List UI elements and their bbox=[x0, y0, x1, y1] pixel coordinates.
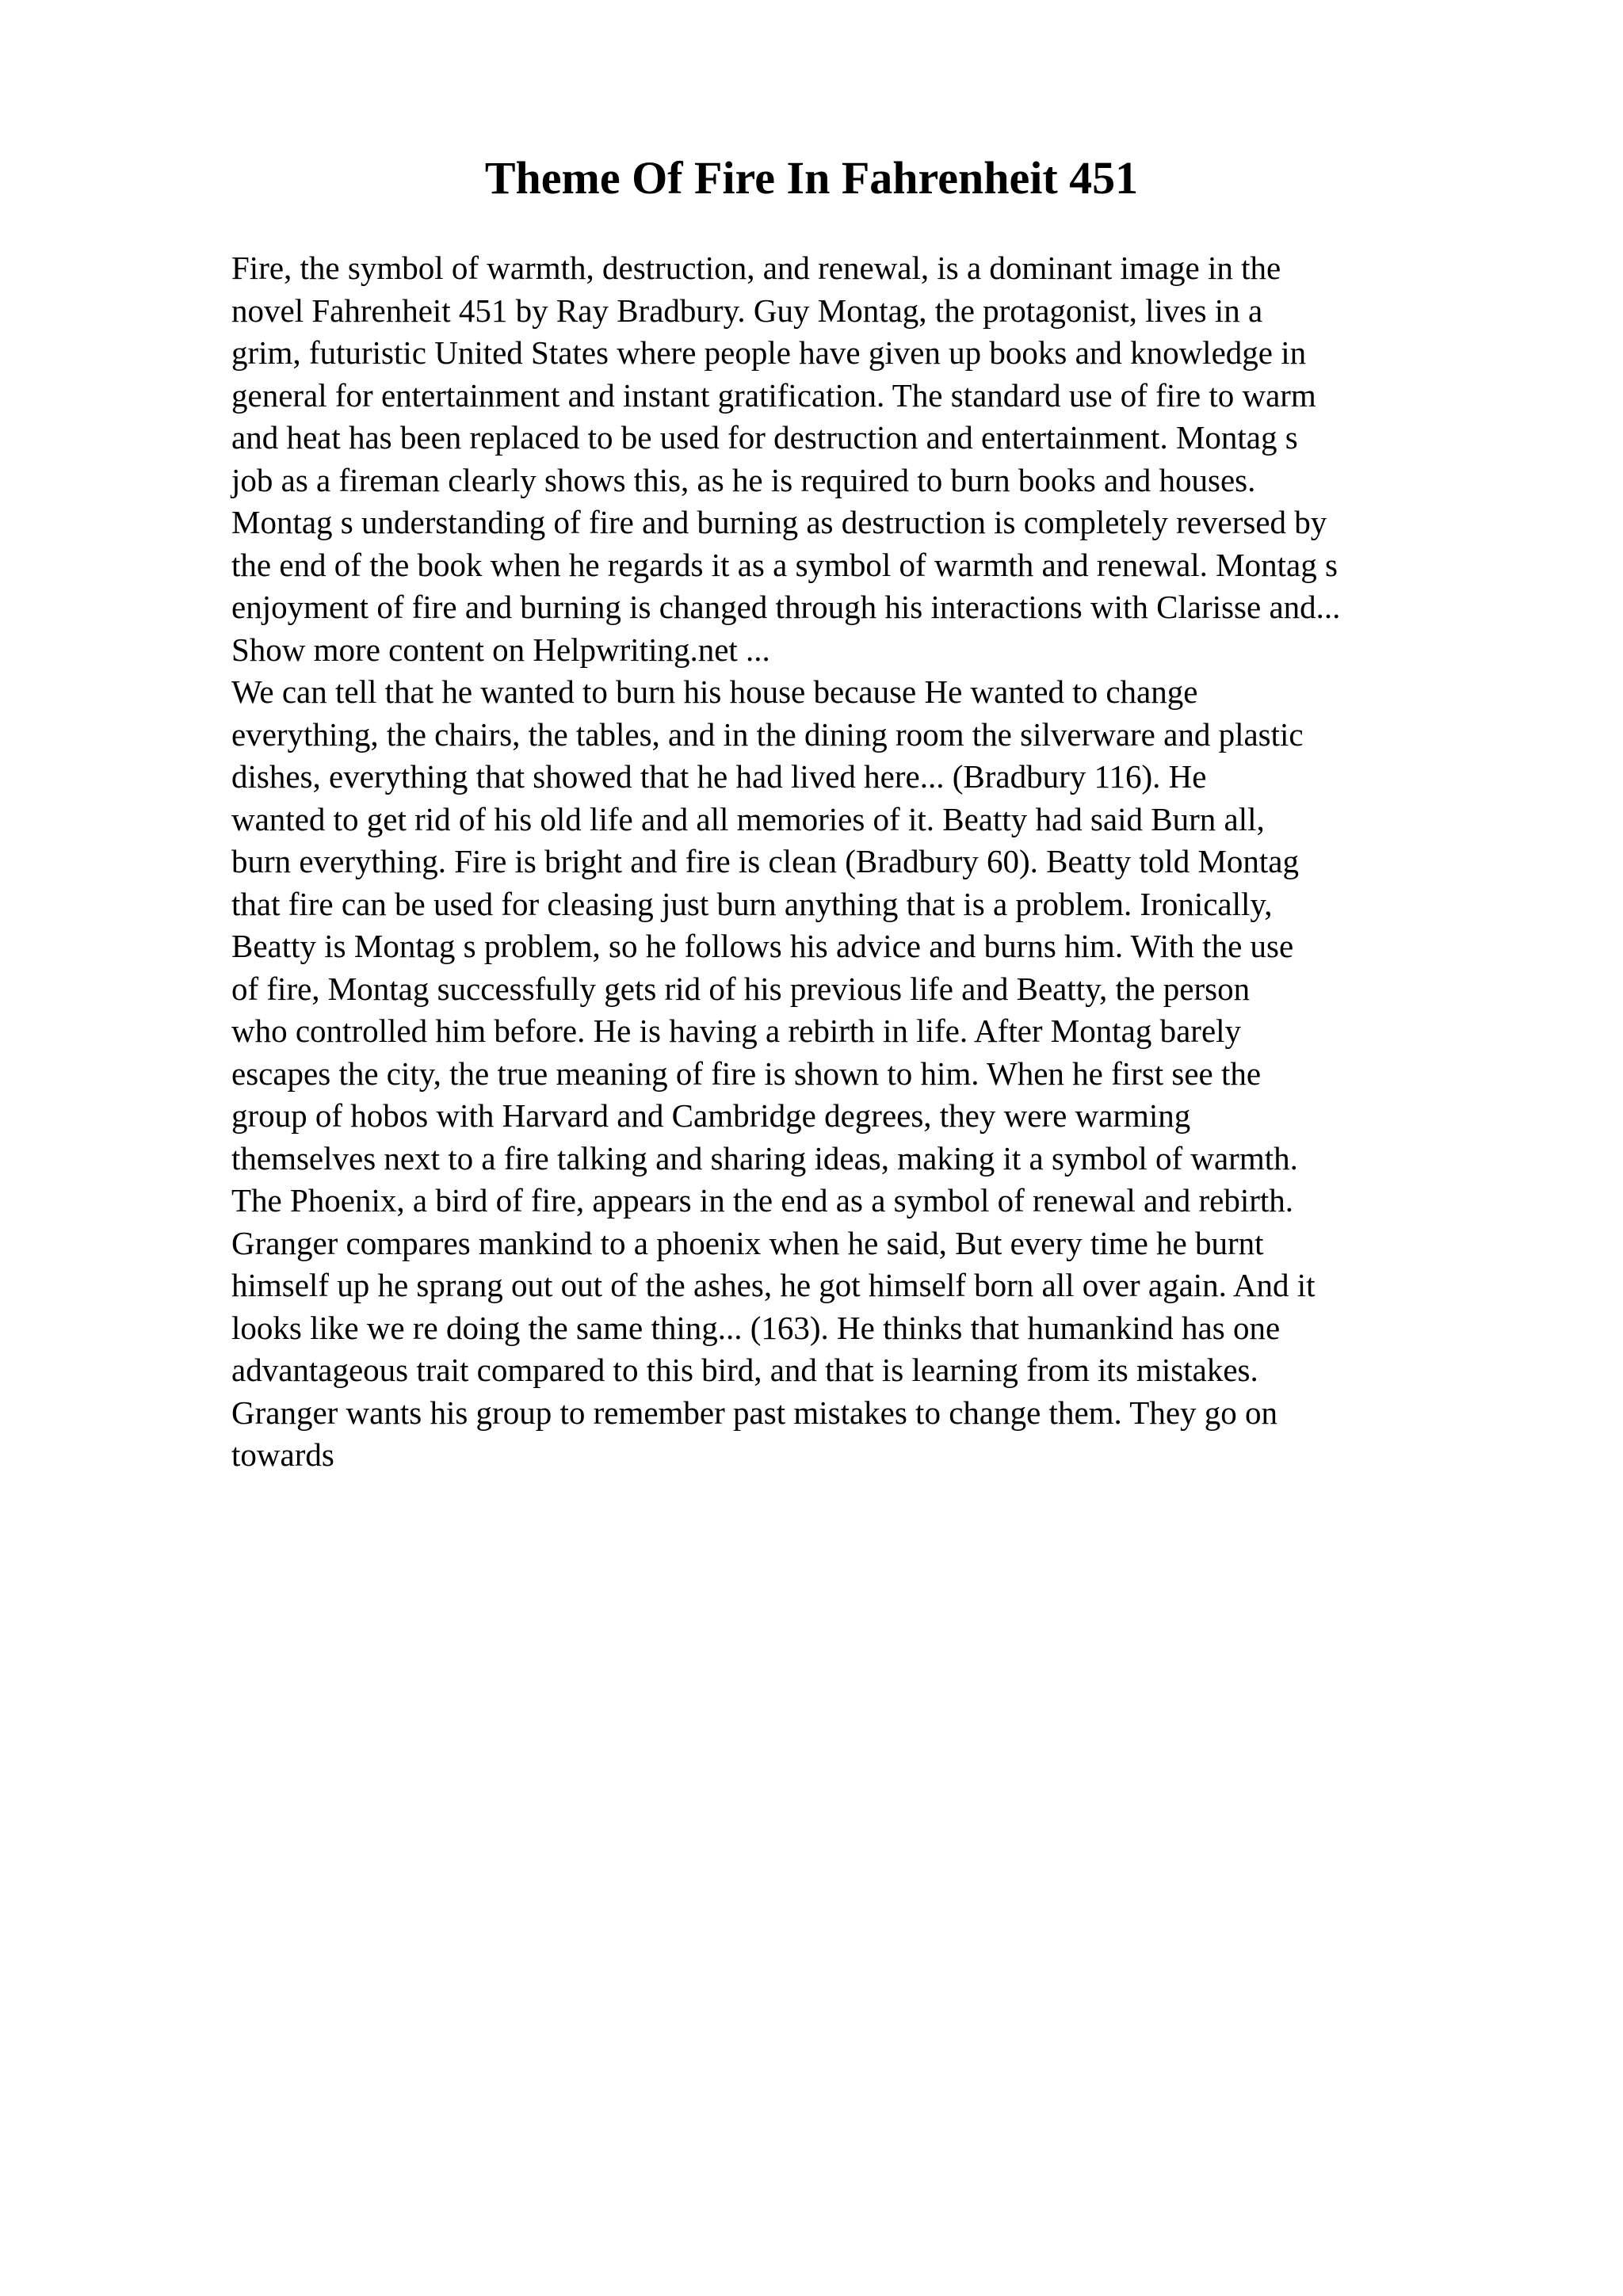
body-line: who controlled him before. He is having a rebirth in life. After Montag barely bbox=[231, 1013, 1242, 1049]
body-line: dishes, everything that showed that he had lived here... (Bradbury 116). He bbox=[231, 758, 1207, 795]
document-body bbox=[231, 247, 1515, 1477]
body-line: looks like we re doing the same thing... (163). He thinks that humankind has one bbox=[231, 1309, 1281, 1346]
body-line: advantageous trait compared to this bird, and that is learning from its mistakes. bbox=[231, 1352, 1258, 1388]
body-line: burn everything. Fire is bright and fire is clean (Bradbury 60). Beatty told Montag bbox=[231, 843, 1299, 879]
body-line: everything, the chairs, the tables, and in the dining room the silverware and plastic bbox=[231, 715, 1304, 753]
document-title: Theme Of Fire In Fahrenheit 451 bbox=[484, 152, 1139, 204]
body-line: himself up he sprang out out of the ashes, he got himself born all over again. And it bbox=[231, 1267, 1316, 1303]
show-more-link[interactable]: Show more content on Helpwriting.net ... bbox=[231, 631, 770, 668]
body-line: Beatty is Montag s problem, so he follows his advice and burns him. With the use bbox=[231, 928, 1294, 964]
body-line: and heat has been replaced to be used for destruction and entertainment. Montag s bbox=[231, 419, 1298, 456]
body-line: general for entertainment and instant gratification. The standard use of fire to warm bbox=[231, 376, 1316, 414]
body-line: wanted to get rid of his old life and all memories of it. Beatty had said Burn all, bbox=[231, 800, 1265, 837]
body-line: towards bbox=[231, 1436, 334, 1473]
body-line: Fire, the symbol of warmth, destruction, and renewal, is a dominant image in the bbox=[231, 250, 1281, 286]
body-line: Montag s understanding of fire and burning as destruction is completely reversed by bbox=[231, 504, 1327, 540]
body-line: themselves next to a fire talking and sharing ideas, making it a symbol of warmth. bbox=[231, 1139, 1298, 1177]
body-line: group of hobos with Harvard and Cambridge degrees, they were warming bbox=[231, 1097, 1191, 1134]
body-line: the end of the book when he regards it as a symbol of warmth and renewal. Montag s bbox=[231, 546, 1338, 583]
body-line: We can tell that he wanted to burn his house because He wanted to change bbox=[231, 673, 1198, 710]
body-line: novel Fahrenheit 451 by Ray Bradbury. Guy Montag, the protagonist, lives in a bbox=[231, 292, 1263, 329]
body-line: The Phoenix, a bird of fire, appears in the end as a symbol of renewal and rebirth. bbox=[231, 1182, 1294, 1219]
body-line: enjoyment of fire and burning is changed through his interactions with Clarisse and... bbox=[231, 589, 1341, 625]
body-line: that fire can be used for cleasing just burn anything that is a problem. Ironically, bbox=[231, 885, 1273, 922]
body-line: Granger compares mankind to a phoenix when he said, But every time he burnt bbox=[231, 1224, 1264, 1261]
body-line: Granger wants his group to remember past mistakes to change them. They go on bbox=[231, 1394, 1278, 1431]
body-line: escapes the city, the true meaning of fire is shown to him. When he first see the bbox=[231, 1055, 1262, 1092]
body-line: of fire, Montag successfully gets rid of his previous life and Beatty, the person bbox=[231, 970, 1251, 1007]
body-line: grim, futuristic United States where people have given up books and knowledge in bbox=[231, 334, 1307, 371]
body-line: job as a fireman clearly shows this, as he is required to burn books and houses. bbox=[231, 461, 1256, 498]
